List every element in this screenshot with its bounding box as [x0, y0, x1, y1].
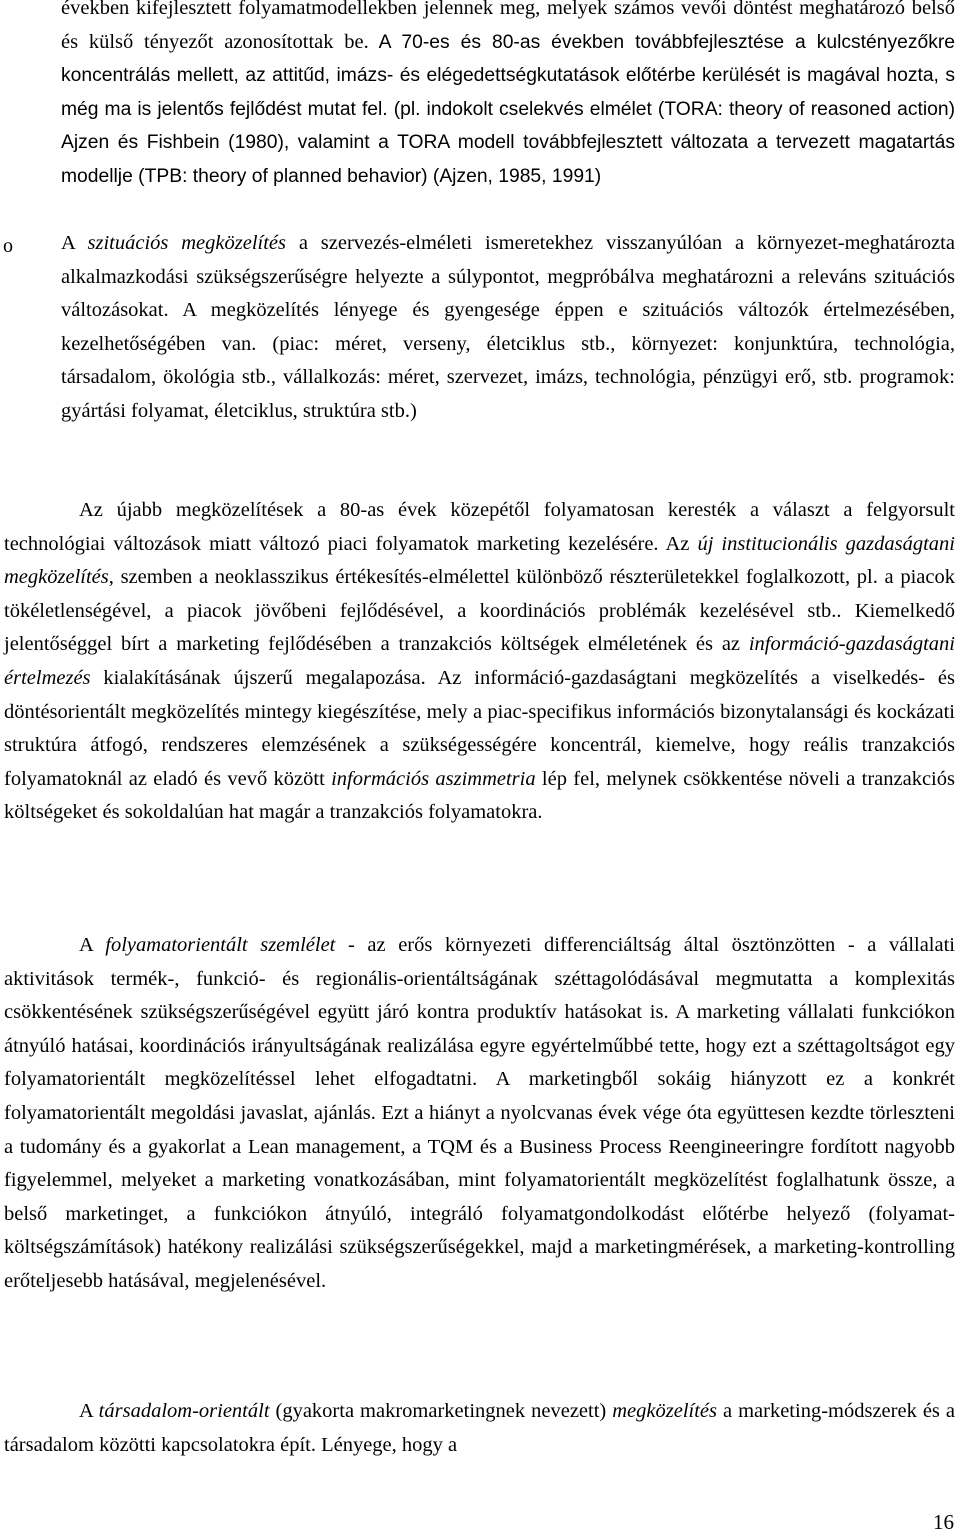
bullet-text-body: a szervezés-elméleti ismeretekhez visszanyúlóan a környezet-meghatározta alkalmazkodási szükségszerűségre helyezte a súlypontot, megpróbálva meghatározni a releváns szituációs változásokat. A megközelítés lényege és gyengesége éppen e szituációs változók értelmezésében, kezelhetőségében van. (piac: méret, verseny, életciklus stb., környezet: konjunktúra, technológia, társadalom, ökológia stb., vállalkozás: méret, szervezet, imázs, technológia, pénzügyi erő, stb. programok: gyártási folyamat, életciklus, struktúra stb.)	[61, 232, 955, 422]
para-text: kialakításának újszerű megalapozása. Az információ-gazdaságtani megközelítés a viselkedés- és döntésorientált megközelítés mintegy kiegészítése, mely a piac-specifikus információs bizonytalansági és kockázati struktúra átfogó, rendszeres elemzésének a szükségességére koncentrál, kiemelve, hogy reális tranzakciós folyamatoknál az eladó és vevő között	[4, 666, 955, 790]
term-information-asymmetry: információs aszimmetria	[331, 767, 536, 790]
para-text: Az újabb megközelítések a 80-as évek közepétől folyamatosan keresték a választ a felgyorsult technológiai változások miatt változó piaci folyamatok marketing kezelésére. Az	[4, 499, 955, 555]
paragraph-process-orientation	[4, 929, 955, 1299]
bullet-text-part-2: A 70-es és 80-as években továbbfejlesztése a kulcstényezőkre koncentrálás mellett, az attitűd, imázs- és elégedettségkutatások előtérbe kerülését is magával hozta, s még ma is jelentős fejlődést mutat fel. (pl.	[61, 31, 955, 120]
page-number: 16	[933, 1510, 954, 1534]
para-text: - az erős környezeti differenciáltság által ösztönzötten - a vállalati aktivitások termék-, funkció- és regionális-orientáltságának széttagolódásával megmutatta a komplexitás csökkentésének szükségszerűségével együtt járó kontra produktív hatásokat is. A marketing vállalati funkciókon átnyúló hatásai, koordinációs irányultságának realizálása egyre egyértelműbbé tette, hogy ezt a széttagoltságot egy folyamatorientált megközelítéssel lehet elfogadtatni. A marketingből sokáig hiányzott ez a konkrét folyamatorientált megoldási javaslat, ajánlás. Ezt a hiányt a nyolcvanas évek vége óta együttesen kezdte törleszteni a tudomány és a gyakorlat a Lean management, a TQM és a Business Process Reengineeringre fordított nagyobb figyelemmel, melyeket a marketing vonatkozásában, mint folyamatorientált megközelítést foglalhatunk össze, a belső marketinget, a funkciókon átnyúló, integráló folyamatgondolkodást előtérbe helyező (folyamat-költségszámítások) hatékony realizálási szükségszerűségekkel, majd a marketingmérések, a marketing-kontrolling erőteljesebb hatásával, megjelenésével.	[4, 934, 955, 1292]
para-text: a marketing-módszerek és a társadalom közötti kapcsolatokra épít. Lényege, hogy a	[4, 1400, 955, 1456]
term-situational-approach: szituációs megközelítés	[87, 232, 286, 254]
bullet-marker: o	[3, 235, 13, 257]
bullet-continuation-text	[61, 0, 955, 194]
paragraph-institutional-economics	[4, 494, 955, 830]
term-process-oriented-view: folyamatorientált szemlélet	[105, 934, 336, 956]
term-information-economics: információ-gazdaságtani értelmezés	[4, 633, 955, 689]
para-text: , szemben a neoklasszikus értékesítés-elmélettel különböző részterületekkel foglalkozott, pl. a piacok tökéletlenségével, a piacok jövőbeni fejlődésével, a koordinációs problémák kezelésével stb.. Kiemelkedő jelentőséggel bírt a marketing fejlődésében a tranzakciós költségek elméletének és az	[4, 566, 955, 656]
para-text: lép fel, melynek csökkentése növeli a tranzakciós költségeket és sokoldalúan hat magár a tranzakciós folyamatokra.	[4, 767, 955, 824]
para-text: (gyakorta makromarketingnek nevezett)	[269, 1400, 613, 1422]
bullet-text-part-3: indokolt cselekvés elmélet (TORA: theory of reasoned action) Ajzen és Fishbein (1980), valamint a TORA modell továbbfejlesztett változata a tervezett magatartás modellje (TPB: theory of planned behavior) (Ajzen, 1985, 1991)	[61, 98, 956, 187]
paragraph-societal-orientation	[4, 1395, 955, 1462]
term-societal-oriented: társadalom-orientált	[98, 1400, 270, 1422]
term-approach: megközelítés	[612, 1400, 717, 1422]
para-text: A	[79, 1400, 99, 1422]
bullet-situational-approach	[61, 227, 955, 429]
bullet-text-part-1: években kifejlesztett folyamatmodellekben jelennek meg, melyek számos vevői döntést meghatározó belső és külső tényezőt azonosítottak be.	[61, 0, 955, 53]
bullet-text-lead: A	[61, 232, 88, 254]
term-institutional-approach: új institucionális gazdaságtani megközelítés	[4, 532, 955, 589]
para-text: A	[79, 934, 106, 956]
